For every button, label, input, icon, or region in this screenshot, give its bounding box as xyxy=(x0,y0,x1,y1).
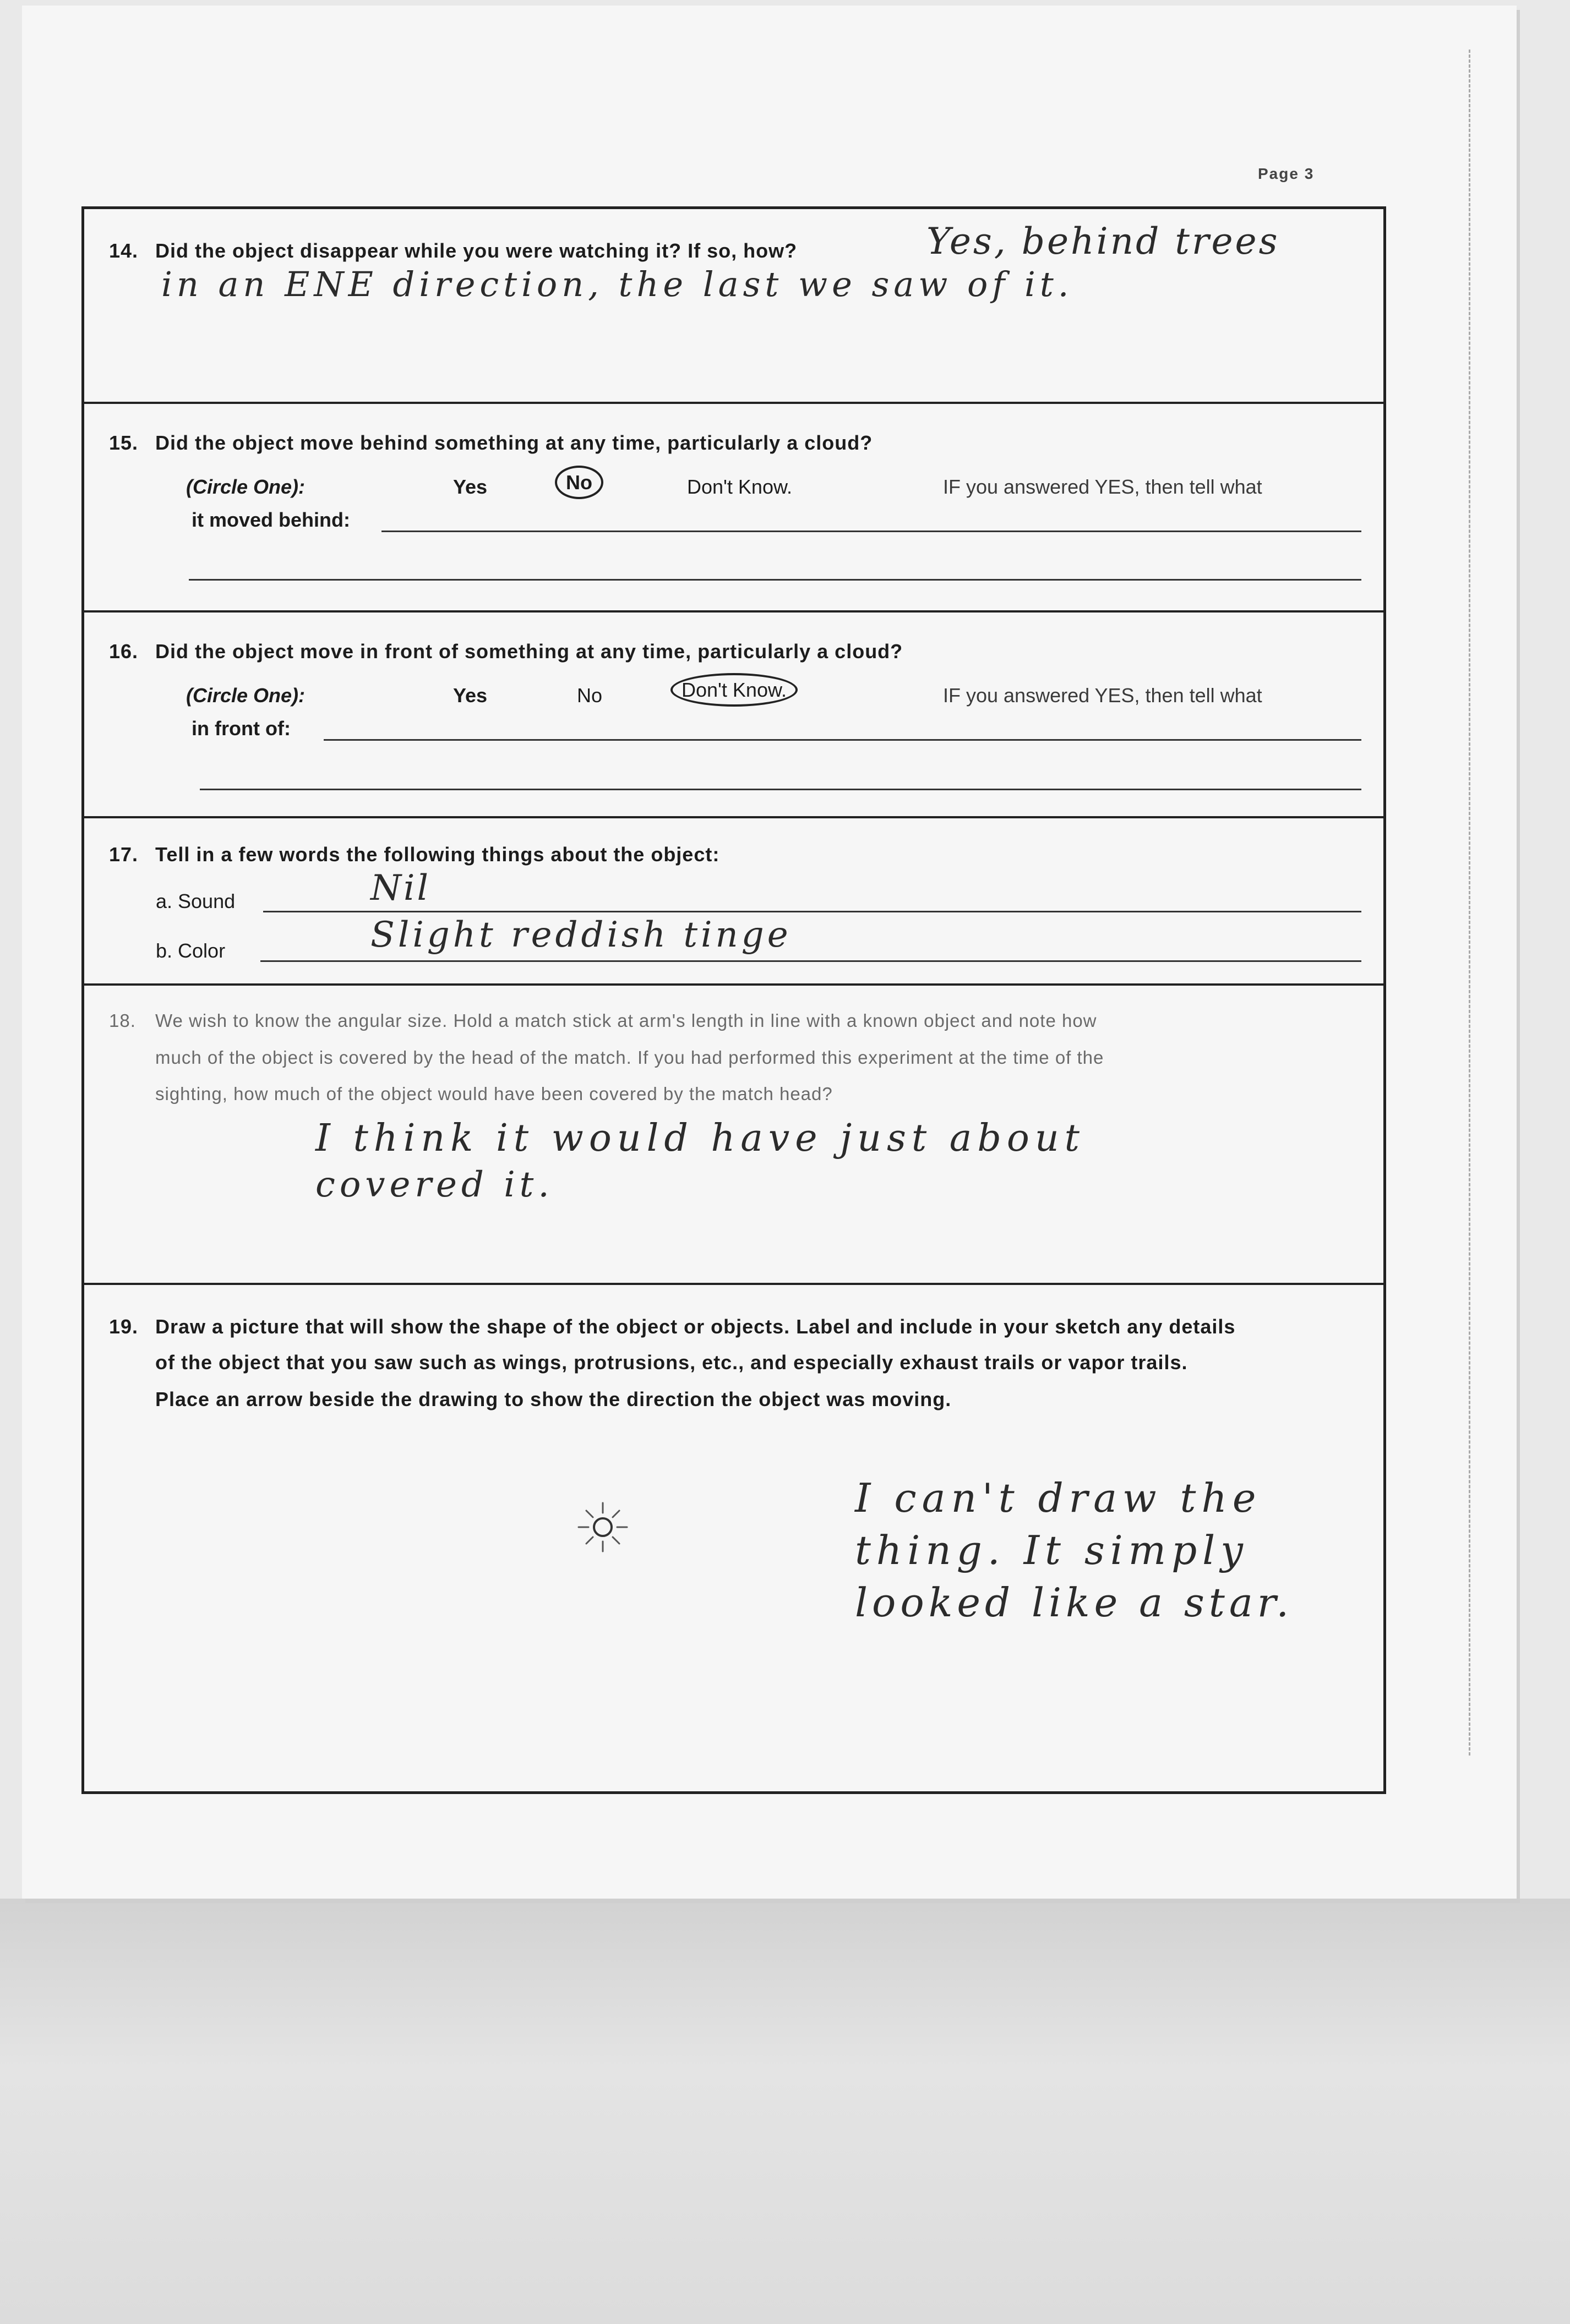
q19-line1: Draw a picture that will show the shape of the object or objects. Label and include in your sketch any details xyxy=(155,1315,1236,1338)
question-18 xyxy=(84,986,1383,1285)
object-sketch-icon xyxy=(564,1489,641,1566)
q17-color-answer: Slight reddish tinge xyxy=(370,915,792,955)
question-14 xyxy=(84,209,1383,404)
q17-color-label: b. Color xyxy=(156,939,226,962)
q16-continuation: in front of: xyxy=(192,717,291,740)
q14-text: Did the object disappear while you were watching it? If so, how? xyxy=(155,239,798,262)
q16-answer-line-2[interactable] xyxy=(200,789,1361,790)
q17-color-line[interactable] xyxy=(260,960,1361,962)
q19-number: 19. xyxy=(109,1315,139,1338)
question-17 xyxy=(84,818,1383,986)
q14-answer-line2: in an ENE direction, the last we saw of it. xyxy=(161,264,1073,304)
q15-answer-line-2[interactable] xyxy=(189,579,1361,581)
q17-number: 17. xyxy=(109,843,139,866)
q16-answer-line-1[interactable] xyxy=(324,739,1361,741)
q16-circle-label: (Circle One): xyxy=(186,684,306,707)
q18-number: 18. xyxy=(109,1010,136,1031)
questionnaire-form xyxy=(81,206,1386,1794)
question-16 xyxy=(84,613,1383,818)
q18-line2: much of the object is covered by the head of the match. If you had performed this experiment at the time of the xyxy=(155,1047,1104,1068)
q16-text: Did the object move in front of something at any time, particularly a cloud? xyxy=(155,640,903,663)
q16-number: 16. xyxy=(109,640,139,663)
q19-line2: of the object that you saw such as wings, protrusions, etc., and especially exhaust trails or vapor trails. xyxy=(155,1351,1188,1374)
q15-option-yes[interactable]: Yes xyxy=(453,475,488,498)
q19-line3: Place an arrow beside the drawing to show the direction the object was moving. xyxy=(155,1388,952,1410)
q18-answer-line2: covered it. xyxy=(315,1164,554,1205)
q17-text: Tell in a few words the following things about the object: xyxy=(155,843,720,866)
q17-sound-line[interactable] xyxy=(263,911,1361,912)
q14-number: 14. xyxy=(109,239,139,262)
q16-circled-answer: Don't Know. xyxy=(670,673,798,707)
q18-line1: We wish to know the angular size. Hold a match stick at arm's length in line with a known object and note how xyxy=(155,1010,1097,1031)
q16-option-no[interactable]: No xyxy=(577,684,603,707)
q16-option-dont-know[interactable] xyxy=(670,679,798,702)
q15-circle-label: (Circle One): xyxy=(186,475,306,498)
q17-sound-label: a. Sound xyxy=(156,890,236,912)
page-number: Page 3 xyxy=(1258,165,1315,182)
q19-note-line1: I can't draw the xyxy=(855,1475,1262,1521)
q15-text: Did the object move behind something at any time, particularly a cloud? xyxy=(155,431,873,454)
q15-answer-line-1[interactable] xyxy=(381,531,1361,532)
q14-answer-line1: Yes, behind trees xyxy=(926,220,1280,263)
q15-option-no[interactable] xyxy=(555,471,603,494)
q15-if-yes: IF you answered YES, then tell what xyxy=(943,475,1262,498)
question-15 xyxy=(84,404,1383,613)
page-edge-mark xyxy=(1469,50,1472,1756)
question-19 xyxy=(84,1285,1383,1791)
q16-option-yes[interactable]: Yes xyxy=(453,684,488,707)
q16-if-yes: IF you answered YES, then tell what xyxy=(943,684,1262,707)
q15-number: 15. xyxy=(109,431,139,454)
q18-answer-line1: I think it would have just about xyxy=(315,1117,1085,1160)
q15-continuation: it moved behind: xyxy=(192,508,350,531)
q15-circled-answer: No xyxy=(555,466,603,499)
q18-line3: sighting, how much of the object would have been covered by the match head? xyxy=(155,1084,833,1104)
photo-backdrop xyxy=(0,1899,1570,2324)
q15-option-dont-know[interactable]: Don't Know. xyxy=(687,475,792,498)
q19-note-line3: looked like a star. xyxy=(855,1579,1294,1626)
q17-sound-answer: Nil xyxy=(370,868,430,909)
q19-note-line2: thing. It simply xyxy=(855,1527,1249,1573)
